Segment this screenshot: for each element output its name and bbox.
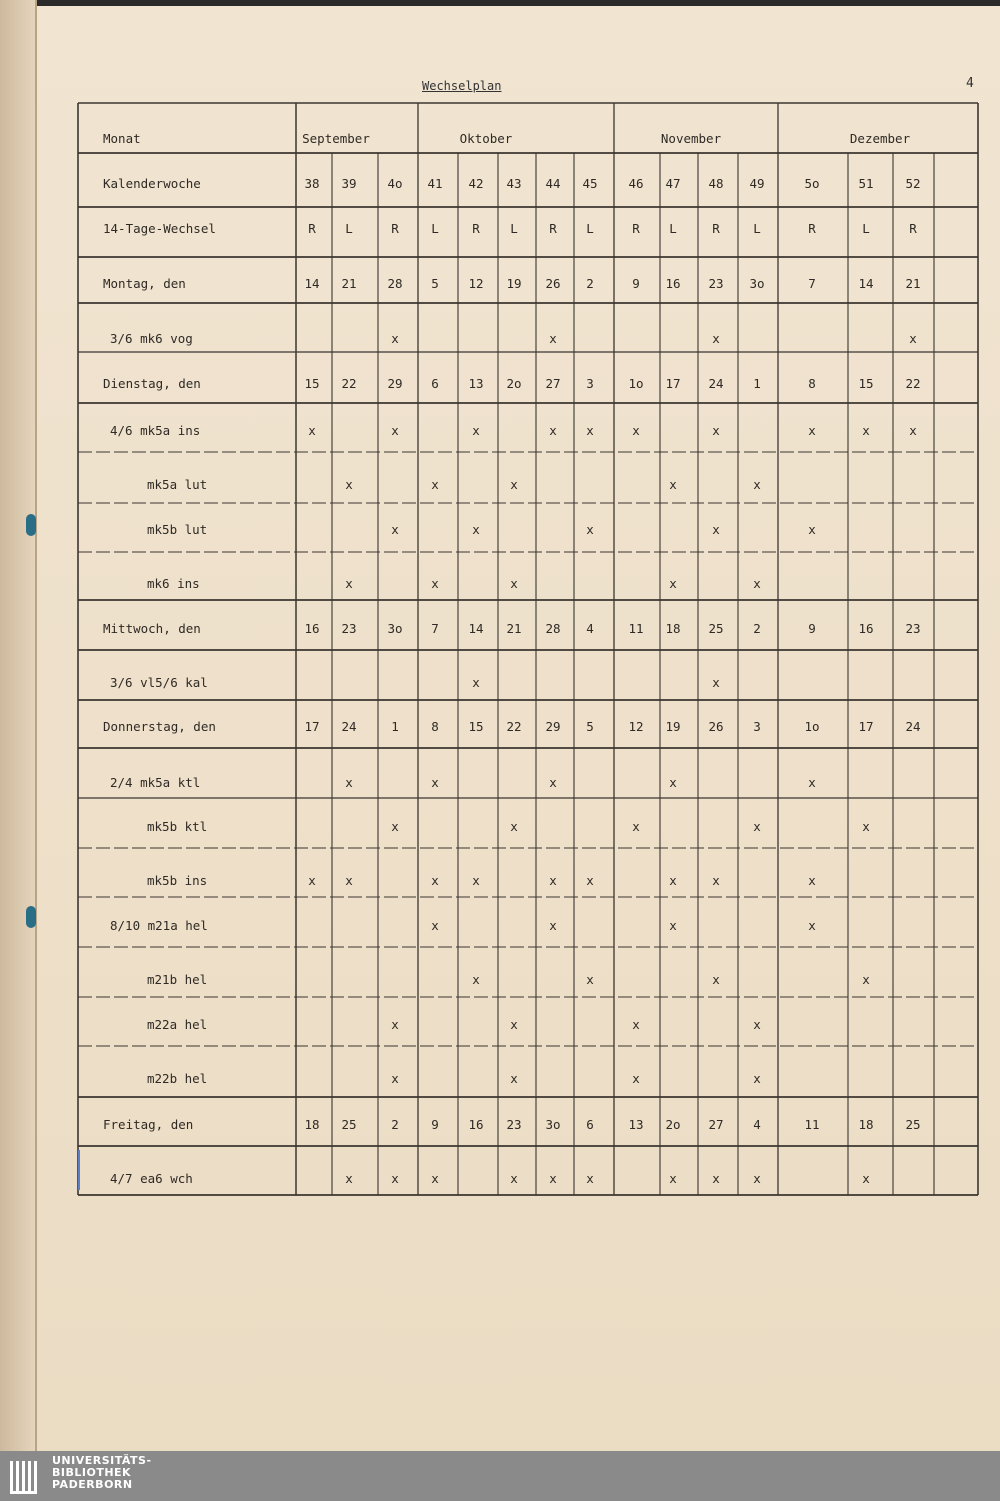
mark-cell: x: [510, 1071, 518, 1086]
page-title: Wechselplan: [422, 79, 502, 93]
date-cell: 23: [341, 621, 357, 636]
mark-cell: x: [510, 819, 518, 834]
date-cell: 6: [586, 1117, 594, 1132]
date-cell: 15: [858, 376, 874, 391]
mark-cell: x: [391, 331, 399, 346]
day-label-mittwoch: Mittwoch, den: [103, 621, 201, 636]
mark-cell: x: [808, 775, 816, 790]
wechsel-cell: R: [472, 221, 480, 236]
date-cell: 5: [586, 719, 594, 734]
kw-cell: 39: [341, 176, 357, 191]
wechsel-cell: R: [308, 221, 316, 236]
month-header-2: Oktober: [459, 131, 513, 146]
mark-cell: x: [549, 423, 557, 438]
course-label-dienstag: mk5a lut: [147, 477, 208, 492]
mark-cell: x: [472, 873, 480, 888]
date-cell: 2o: [665, 1117, 681, 1132]
mark-cell: x: [549, 775, 557, 790]
date-cell: 13: [628, 1117, 644, 1132]
month-header-1: September: [302, 131, 370, 146]
date-cell: 1o: [804, 719, 820, 734]
pen-mark: [78, 1150, 80, 1190]
date-cell: 3: [753, 719, 761, 734]
date-cell: 29: [387, 376, 403, 391]
mark-cell: x: [345, 477, 353, 492]
date-cell: 2o: [506, 376, 522, 391]
course-label-mittwoch: 3/6 vl5/6 kal: [110, 675, 208, 690]
date-cell: 25: [341, 1117, 357, 1132]
library-name-line3: PADERBORN: [52, 1478, 133, 1491]
day-label-freitag: Freitag, den: [103, 1117, 194, 1132]
date-cell: 8: [431, 719, 439, 734]
mark-cell: x: [345, 1171, 353, 1186]
wechsel-cell: L: [669, 221, 677, 236]
date-cell: 21: [506, 621, 522, 636]
date-cell: 3o: [749, 276, 765, 291]
month-header-4: Dezember: [849, 131, 911, 146]
date-cell: 24: [708, 376, 724, 391]
mark-cell: x: [586, 522, 594, 537]
mark-cell: x: [632, 1071, 640, 1086]
mark-cell: x: [862, 423, 870, 438]
date-cell: 2: [586, 276, 594, 291]
mark-cell: x: [391, 1171, 399, 1186]
wechsel-cell: R: [549, 221, 557, 236]
mark-cell: x: [549, 331, 557, 346]
date-cell: 23: [506, 1117, 522, 1132]
course-label-dienstag: mk5b lut: [147, 522, 208, 537]
date-cell: 15: [304, 376, 320, 391]
mark-cell: x: [909, 331, 917, 346]
course-label-donnerstag: m22b hel: [147, 1071, 208, 1086]
mark-cell: x: [632, 819, 640, 834]
course-label-donnerstag: mk5b ktl: [147, 819, 208, 834]
date-cell: 19: [506, 276, 522, 291]
kw-cell: 52: [905, 176, 921, 191]
wechsel-cell: R: [909, 221, 917, 236]
date-cell: 11: [804, 1117, 820, 1132]
date-cell: 18: [665, 621, 681, 636]
mark-cell: x: [712, 522, 720, 537]
date-cell: 17: [858, 719, 874, 734]
date-cell: 14: [468, 621, 484, 636]
date-cell: 2: [753, 621, 761, 636]
date-cell: 1o: [628, 376, 644, 391]
mark-cell: x: [712, 331, 720, 346]
mark-cell: x: [632, 423, 640, 438]
date-cell: 21: [341, 276, 357, 291]
course-label-montag: 3/6 mk6 vog: [110, 331, 193, 346]
date-cell: 24: [341, 719, 357, 734]
date-cell: 22: [905, 376, 921, 391]
date-cell: 14: [858, 276, 874, 291]
wechsel-cell: L: [345, 221, 353, 236]
mark-cell: x: [586, 423, 594, 438]
date-cell: 18: [304, 1117, 320, 1132]
kw-cell: 51: [858, 176, 874, 191]
kw-cell: 47: [665, 176, 681, 191]
mark-cell: x: [431, 775, 439, 790]
mark-cell: x: [669, 775, 677, 790]
mark-cell: x: [632, 1017, 640, 1032]
kw-cell: 48: [708, 176, 724, 191]
mark-cell: x: [862, 972, 870, 987]
mark-cell: x: [549, 873, 557, 888]
mark-cell: x: [753, 477, 761, 492]
wechsel-cell: L: [862, 221, 870, 236]
date-cell: 18: [858, 1117, 874, 1132]
mark-cell: x: [345, 576, 353, 591]
date-cell: 28: [387, 276, 403, 291]
date-cell: 16: [858, 621, 874, 636]
mark-cell: x: [391, 819, 399, 834]
kw-cell: 38: [304, 176, 320, 191]
course-label-dienstag: mk6 ins: [147, 576, 200, 591]
date-cell: 9: [808, 621, 816, 636]
date-cell: 9: [632, 276, 640, 291]
mark-cell: x: [431, 918, 439, 933]
date-cell: 16: [468, 1117, 484, 1132]
mark-cell: x: [345, 775, 353, 790]
mark-cell: x: [510, 576, 518, 591]
kw-cell: 4o: [387, 176, 403, 191]
mark-cell: x: [753, 1171, 761, 1186]
date-cell: 3: [586, 376, 594, 391]
course-label-donnerstag: m22a hel: [147, 1017, 208, 1032]
date-cell: 29: [545, 719, 561, 734]
date-cell: 11: [628, 621, 644, 636]
mark-cell: x: [431, 1171, 439, 1186]
mark-cell: x: [808, 873, 816, 888]
wechsel-cell: R: [808, 221, 816, 236]
course-label-donnerstag: mk5b ins: [147, 873, 208, 888]
date-cell: 22: [506, 719, 522, 734]
date-cell: 23: [708, 276, 724, 291]
date-cell: 23: [905, 621, 921, 636]
date-cell: 4: [586, 621, 594, 636]
wechsel-cell: R: [632, 221, 640, 236]
mark-cell: x: [669, 873, 677, 888]
mark-cell: x: [472, 522, 480, 537]
date-cell: 17: [304, 719, 320, 734]
mark-cell: x: [753, 819, 761, 834]
mark-cell: x: [808, 522, 816, 537]
mark-cell: x: [669, 1171, 677, 1186]
mark-cell: x: [472, 675, 480, 690]
row-label-wechsel: 14-Tage-Wechsel: [103, 221, 216, 236]
mark-cell: x: [753, 576, 761, 591]
mark-cell: x: [431, 477, 439, 492]
date-cell: 26: [545, 276, 561, 291]
library-logo-icon: [8, 1457, 42, 1497]
mark-cell: x: [808, 918, 816, 933]
mark-cell: x: [753, 1017, 761, 1032]
date-cell: 13: [468, 376, 484, 391]
day-label-montag: Montag, den: [103, 276, 186, 291]
date-cell: 28: [545, 621, 561, 636]
date-cell: 26: [708, 719, 724, 734]
wechsel-cell: L: [431, 221, 439, 236]
mark-cell: x: [472, 972, 480, 987]
wechsel-cell: L: [753, 221, 761, 236]
wechsel-cell: R: [712, 221, 720, 236]
mark-cell: x: [586, 873, 594, 888]
date-cell: 7: [431, 621, 439, 636]
mark-cell: x: [712, 1171, 720, 1186]
kw-cell: 44: [545, 176, 561, 191]
mark-cell: x: [549, 1171, 557, 1186]
date-cell: 12: [628, 719, 644, 734]
course-label-freitag: 4/7 ea6 wch: [110, 1171, 193, 1186]
date-cell: 27: [708, 1117, 724, 1132]
row-label-kalenderwoche: Kalenderwoche: [103, 176, 201, 191]
mark-cell: x: [431, 576, 439, 591]
mark-cell: x: [308, 423, 316, 438]
date-cell: 16: [304, 621, 320, 636]
day-label-dienstag: Dienstag, den: [103, 376, 201, 391]
date-cell: 24: [905, 719, 921, 734]
date-cell: 5: [431, 276, 439, 291]
mark-cell: x: [308, 873, 316, 888]
mark-cell: x: [391, 1071, 399, 1086]
date-cell: 1: [391, 719, 399, 734]
date-cell: 22: [341, 376, 357, 391]
mark-cell: x: [669, 918, 677, 933]
day-label-donnerstag: Donnerstag, den: [103, 719, 216, 734]
date-cell: 3o: [545, 1117, 561, 1132]
kw-cell: 41: [427, 176, 443, 191]
kw-cell: 5o: [804, 176, 820, 191]
mark-cell: x: [510, 477, 518, 492]
page-number: 4: [966, 76, 974, 91]
date-cell: 16: [665, 276, 681, 291]
mark-cell: x: [510, 1171, 518, 1186]
mark-cell: x: [862, 1171, 870, 1186]
date-cell: 17: [665, 376, 681, 391]
date-cell: 19: [665, 719, 681, 734]
mark-cell: x: [391, 522, 399, 537]
mark-cell: x: [712, 675, 720, 690]
mark-cell: x: [431, 873, 439, 888]
wechsel-cell: L: [510, 221, 518, 236]
wechsel-cell: L: [586, 221, 594, 236]
date-cell: 25: [905, 1117, 921, 1132]
wechsel-cell: R: [391, 221, 399, 236]
date-cell: 7: [808, 276, 816, 291]
mark-cell: x: [712, 873, 720, 888]
mark-cell: x: [510, 1017, 518, 1032]
row-label-monat: Monat: [103, 131, 141, 146]
kw-cell: 43: [506, 176, 522, 191]
kw-cell: 49: [749, 176, 765, 191]
course-label-donnerstag: 8/10 m21a hel: [110, 918, 208, 933]
mark-cell: x: [391, 1017, 399, 1032]
date-cell: 12: [468, 276, 484, 291]
mark-cell: x: [472, 423, 480, 438]
date-cell: 1: [753, 376, 761, 391]
mark-cell: x: [669, 477, 677, 492]
date-cell: 6: [431, 376, 439, 391]
mark-cell: x: [753, 1071, 761, 1086]
mark-cell: x: [712, 423, 720, 438]
mark-cell: x: [586, 972, 594, 987]
date-cell: 3o: [387, 621, 403, 636]
mark-cell: x: [862, 819, 870, 834]
course-label-donnerstag: 2/4 mk5a ktl: [110, 775, 201, 790]
library-name-line2: BIBLIOTHEK: [52, 1466, 132, 1479]
mark-cell: x: [345, 873, 353, 888]
kw-cell: 46: [628, 176, 644, 191]
mark-cell: x: [808, 423, 816, 438]
date-cell: 2: [391, 1117, 399, 1132]
kw-cell: 42: [468, 176, 484, 191]
date-cell: 15: [468, 719, 484, 734]
month-header-3: November: [660, 131, 722, 146]
date-cell: 4: [753, 1117, 761, 1132]
date-cell: 8: [808, 376, 816, 391]
date-cell: 14: [304, 276, 320, 291]
library-name-line1: UNIVERSITÄTS-: [52, 1454, 152, 1467]
mark-cell: x: [391, 423, 399, 438]
mark-cell: x: [712, 972, 720, 987]
mark-cell: x: [549, 918, 557, 933]
course-label-dienstag: 4/6 mk5a ins: [110, 423, 201, 438]
course-label-donnerstag: m21b hel: [147, 972, 208, 987]
kw-cell: 45: [582, 176, 598, 191]
mark-cell: x: [669, 576, 677, 591]
date-cell: 25: [708, 621, 724, 636]
date-cell: 9: [431, 1117, 439, 1132]
date-cell: 21: [905, 276, 921, 291]
mark-cell: x: [586, 1171, 594, 1186]
mark-cell: x: [909, 423, 917, 438]
date-cell: 27: [545, 376, 561, 391]
